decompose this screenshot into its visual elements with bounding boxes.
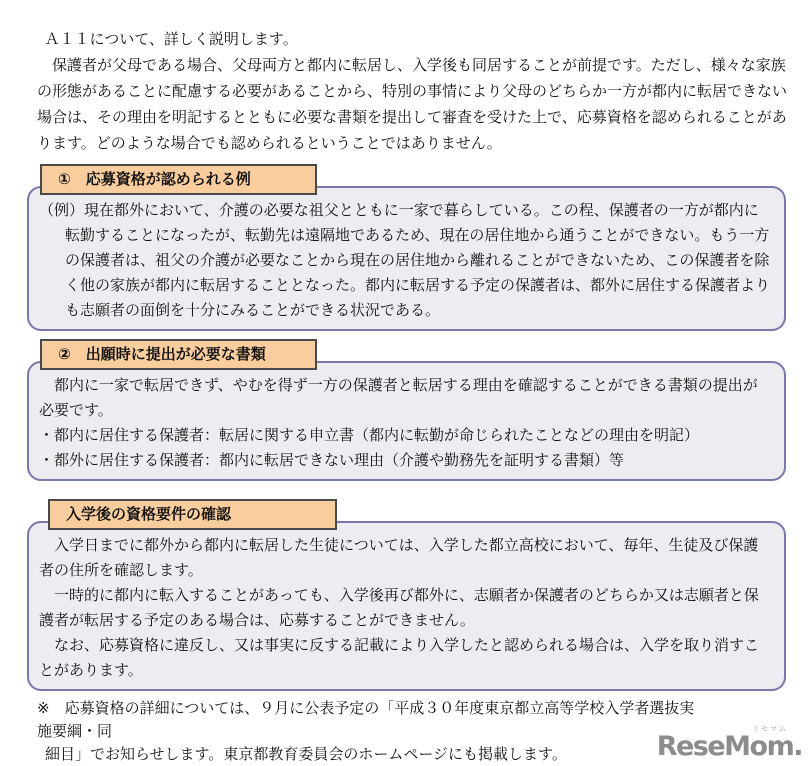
footnote: [37, 697, 698, 766]
section-header-label-1: ① 応募資格が認められる例: [58, 170, 251, 188]
resemom-logo-kana: リセマム: [752, 725, 788, 733]
resemom-logo: [656, 724, 802, 762]
documents-lead-paragraph: 都内に一家で転居できず、やむを得ず一方の保護者と転居する理由を確認することができる書類の提出が必要です。: [39, 376, 758, 419]
post-admission-paragraph-2: 一時的に都内に転入することがあっても、入学後再び都外に、志願者か保護者のどちらか又は志願者と保護者が転居する予定のある場合は、応募することができません。: [39, 586, 759, 629]
documents-bullet-2: ・都外に居住する保護者：都内に転居できない理由（介護や勤務先を証明する書類）等: [39, 451, 625, 469]
resemom-logo-text: [657, 731, 802, 762]
intro-paragraph: 保護者が父母である場合、父母両方と都内に転居し、入学後も同居することが前提です。ただし、様々な家族の形態があることに配慮する必要があることから、特別の事情により父母のどちらか一方が都内に転居できない場合は、その理由を明記するとともに必要な書類を提出して審査を受けた上で、応募資格を認められることがあります。どのような場合でも認められるということではありません。: [37, 56, 788, 152]
section-post-admission-check: [27, 499, 786, 691]
section-body-box-3: [27, 521, 786, 691]
section-body-box-2: [27, 361, 786, 481]
footnote-line-1: ※ 応募資格の詳細については、９月に公表予定の「平成３０年度東京都立高等学校入学者選抜実施要綱・同: [37, 699, 695, 740]
example-paragraph: （例）現在都外において、介護の必要な祖父とともに一家で暮らしている。この程、保護者の一方が都内に転勤することになったが、転勤先は遠隔地であるため、現在の居住地から通うことができない。もう一方の保護者は、祖父の介護が必要なことから現在の居住地から離れることができないため、この保護者を除く他の家族が都内に転居することとなった。都内に転居する予定の保護者は、都外に居住する保護者よりも志願者の面倒を十分にみることができる状況である。: [39, 201, 771, 319]
section-header-tab-1: [40, 164, 317, 195]
section-header-label-3: 入学後の資格要件の確認: [66, 505, 232, 523]
intro-text: [37, 26, 788, 156]
footnote-line-2: 細目」でお知らせします。東京都教育委員会のホームページにも掲載します。: [45, 745, 567, 763]
post-admission-paragraph-1: 入学日までに都外から都内に転居した生徒については、入学した都立高校において、毎年、生徒及び保護者の住所を確認します。: [39, 536, 759, 579]
documents-bullet-1: ・都内に居住する保護者：転居に関する申立書（都内に転勤が命じられたことなどの理由を明記）: [39, 426, 700, 444]
resemom-logo-wordmark: ReseMom: [656, 731, 794, 762]
section-eligible-example: [27, 164, 786, 331]
document-page: [0, 26, 808, 766]
section-header-label-2: ② 出願時に提出が必要な書類: [58, 345, 266, 363]
intro-line1: Ａ１１について、詳しく説明します。: [44, 30, 298, 48]
section-required-documents: [27, 339, 786, 481]
resemom-logo-dot: .: [793, 731, 802, 762]
section-header-tab-2: [40, 339, 317, 370]
section-header-tab-3: [48, 499, 337, 530]
post-admission-paragraph-3: なお、応募資格に違反し、又は事実に反する記載により入学したと認められる場合は、入学を取り消すことがあります。: [39, 636, 760, 679]
section-body-box-1: [27, 186, 786, 331]
